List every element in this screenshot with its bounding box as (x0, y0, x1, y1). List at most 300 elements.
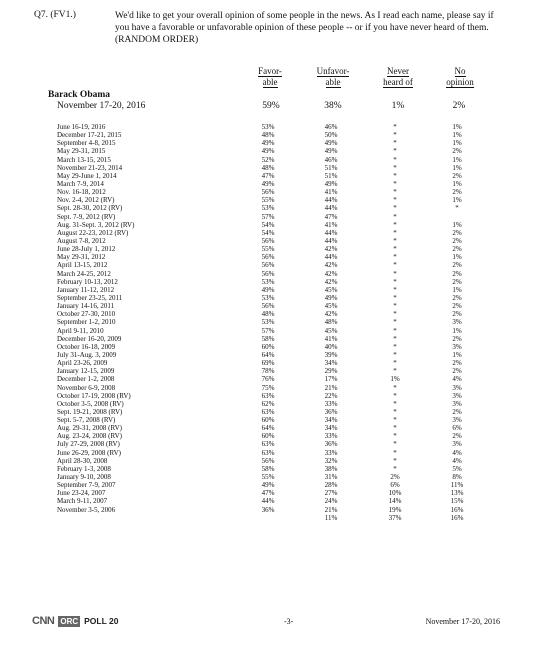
favorable-cell: 58% (261, 334, 275, 343)
row-date: June 23-24, 2007 (57, 489, 106, 498)
no-opinion-cell: 2% (452, 407, 462, 416)
table-row (0, 204, 536, 212)
favorable-cell: 53% (261, 123, 275, 131)
table-row (0, 253, 536, 261)
table-row (0, 367, 536, 375)
never-heard-cell: * (393, 277, 397, 286)
row-date: Aug. 23-24, 2008 (RV) (57, 432, 122, 441)
row-date: Sept. 7-9, 2012 (RV) (57, 212, 116, 221)
unfavorable-cell: 44% (324, 253, 338, 262)
unfavorable-cell: 49% (324, 147, 338, 156)
never-heard-cell: 14% (388, 497, 402, 506)
favorable-cell: 62% (261, 399, 275, 408)
never-heard-cell: 10% (388, 489, 402, 498)
row-date: January 11-12, 2012 (57, 285, 115, 294)
table-row (0, 156, 536, 164)
table-row (0, 221, 536, 229)
table-row (0, 384, 536, 392)
favorable-cell: 52% (261, 155, 275, 164)
no-opinion-cell: 8% (452, 473, 462, 482)
row-date: June 28-July 1, 2012 (57, 245, 116, 254)
favorable-cell: 48% (261, 163, 275, 172)
trend-table (0, 123, 536, 522)
never-heard-cell: * (393, 269, 397, 278)
row-date: December 17-21, 2015 (57, 131, 122, 140)
favorable-cell: 55% (261, 473, 275, 482)
no-opinion-cell: 2% (452, 432, 462, 441)
no-opinion-cell: 2% (452, 171, 462, 180)
row-date: May 29-31, 2015 (57, 147, 106, 156)
unfavorable-cell: 39% (324, 350, 338, 359)
unfavorable-cell: 41% (324, 220, 338, 229)
no-opinion-cell: 2% (452, 236, 462, 245)
person-name: Barack Obama (48, 90, 111, 100)
row-date: February 10-13, 2012 (57, 277, 118, 286)
latest-favorable: 59% (262, 101, 280, 111)
footer-date: November 17-20, 2016 (425, 617, 500, 626)
favorable-cell: 64% (261, 350, 275, 359)
table-row (0, 188, 536, 196)
row-date: January 14-16, 2011 (57, 302, 115, 311)
unfavorable-cell: 44% (324, 236, 338, 245)
no-opinion-cell: 1% (452, 163, 462, 172)
no-opinion-cell: 1% (452, 253, 462, 262)
unfavorable-cell: 49% (324, 179, 338, 188)
row-date: September 23-25, 2011 (57, 293, 123, 302)
table-row (0, 270, 536, 278)
favorable-cell: 53% (261, 293, 275, 302)
no-opinion-cell: 1% (452, 196, 462, 205)
row-date: Aug. 31-Sept. 3, 2012 (RV) (57, 220, 135, 229)
favorable-cell: 60% (261, 342, 275, 351)
row-date: December 16-20, 2009 (57, 334, 122, 343)
no-opinion-cell: 2% (452, 188, 462, 197)
unfavorable-cell: 42% (324, 310, 338, 319)
table-row (0, 506, 536, 514)
table-row (0, 131, 536, 139)
no-opinion-cell: 3% (452, 416, 462, 425)
no-opinion-cell: 16% (450, 513, 464, 522)
table-row (0, 514, 536, 522)
row-date: November 21-23, 2014 (57, 163, 123, 172)
favorable-cell: 69% (261, 359, 275, 368)
never-heard-cell: * (393, 163, 397, 172)
favorable-cell: 56% (261, 253, 275, 262)
never-heard-cell: * (393, 131, 397, 140)
never-heard-cell: * (393, 440, 397, 449)
row-date: Sept. 19-21, 2008 (RV) (57, 407, 123, 416)
unfavorable-cell: 27% (324, 489, 338, 498)
unfavorable-cell: 46% (324, 155, 338, 164)
favorable-cell: 75% (261, 383, 275, 392)
row-date: Sept. 28-30, 2012 (RV) (57, 204, 123, 213)
question-number: Q7. (FV1.) (34, 10, 76, 20)
favorable-cell: 56% (261, 261, 275, 270)
never-heard-cell: * (393, 318, 397, 327)
row-date: March 9-11, 2007 (57, 497, 108, 506)
row-date: August 7-8, 2012 (57, 236, 106, 245)
latest-no-opinion: 2% (452, 101, 466, 111)
row-date: November 3-5, 2006 (57, 505, 116, 514)
unfavorable-cell: 44% (324, 228, 338, 237)
favorable-cell: 63% (261, 407, 275, 416)
never-heard-cell: * (393, 432, 397, 441)
latest-date: November 17-20, 2016 (57, 101, 146, 111)
table-row (0, 123, 536, 131)
never-heard-cell: 6% (390, 481, 400, 490)
row-date: October 27-30, 2010 (57, 310, 116, 319)
never-heard-cell: * (393, 367, 397, 376)
favorable-cell: 76% (261, 375, 275, 384)
cnn-orc-logo: CNN ORC POLL 20 (32, 615, 119, 627)
never-heard-cell: * (393, 448, 397, 457)
never-heard-cell: * (393, 204, 397, 213)
latest-unfavorable: 38% (324, 101, 342, 111)
favorable-cell: 60% (261, 432, 275, 441)
table-row (0, 408, 536, 416)
never-heard-cell: * (393, 359, 397, 368)
favorable-cell: 56% (261, 236, 275, 245)
row-date: March 24-25, 2012 (57, 269, 111, 278)
unfavorable-cell: 29% (324, 367, 338, 376)
col-header-favorable: Favor- able (258, 66, 282, 87)
never-heard-cell: * (393, 285, 397, 294)
unfavorable-cell: 11% (324, 513, 338, 522)
table-row (0, 375, 536, 383)
never-heard-cell: 19% (388, 505, 402, 514)
favorable-cell: 56% (261, 269, 275, 278)
unfavorable-cell: 45% (324, 302, 338, 311)
no-opinion-cell: 3% (452, 342, 462, 351)
unfavorable-cell: 34% (324, 416, 338, 425)
row-date: Nov. 2-4, 2012 (RV) (57, 196, 115, 205)
table-row (0, 465, 536, 473)
no-opinion-cell: 4% (452, 448, 462, 457)
never-heard-cell: * (393, 416, 397, 425)
col-header-unfavorable: Unfavor- able (316, 66, 350, 87)
favorable-cell: 56% (261, 188, 275, 197)
favorable-cell: 60% (261, 416, 275, 425)
unfavorable-cell: 48% (324, 318, 338, 327)
row-date: October 3-5, 2008 (RV) (57, 399, 124, 408)
never-heard-cell: 1% (390, 375, 400, 384)
unfavorable-cell: 44% (324, 204, 338, 213)
row-date: Nov. 16-18, 2012 (57, 188, 106, 197)
favorable-cell: 64% (261, 424, 275, 433)
unfavorable-cell: 36% (324, 407, 338, 416)
unfavorable-cell: 31% (324, 473, 338, 482)
unfavorable-cell: 51% (324, 163, 338, 172)
row-date: March 7-9, 2014 (57, 179, 104, 188)
unfavorable-cell: 49% (324, 139, 338, 148)
table-row (0, 213, 536, 221)
unfavorable-cell: 34% (324, 359, 338, 368)
favorable-cell: 49% (261, 481, 275, 490)
favorable-cell: 54% (261, 228, 275, 237)
unfavorable-cell: 34% (324, 424, 338, 433)
table-row (0, 473, 536, 481)
no-opinion-cell: 2% (452, 359, 462, 368)
no-opinion-cell: 1% (452, 350, 462, 359)
favorable-cell: 48% (261, 310, 275, 319)
no-opinion-cell: 15% (450, 497, 464, 506)
row-date: January 9-10, 2008 (57, 473, 111, 482)
no-opinion-cell: 2% (452, 245, 462, 254)
unfavorable-cell: 36% (324, 440, 338, 449)
table-row (0, 310, 536, 318)
unfavorable-cell: 45% (324, 326, 338, 335)
never-heard-cell: * (393, 261, 397, 270)
table-row (0, 139, 536, 147)
never-heard-cell: * (393, 212, 397, 221)
no-opinion-cell: 1% (452, 155, 462, 164)
never-heard-cell: 2% (390, 473, 400, 482)
no-opinion-cell: 2% (452, 367, 462, 376)
table-row (0, 229, 536, 237)
col-header-no-opinion: No opinion (446, 66, 474, 87)
page-number: -3- (284, 617, 294, 626)
no-opinion-cell: 11% (450, 481, 464, 490)
no-opinion-cell: 6% (452, 424, 462, 433)
poll-label: POLL 20 (84, 616, 119, 626)
table-row (0, 147, 536, 155)
favorable-cell: 44% (261, 497, 275, 506)
table-row (0, 335, 536, 343)
row-date: Aug. 29-31, 2008 (RV) (57, 424, 122, 433)
no-opinion-cell: 3% (452, 318, 462, 327)
no-opinion-cell: 2% (452, 147, 462, 156)
never-heard-cell: * (393, 456, 397, 465)
unfavorable-cell: 38% (324, 464, 338, 473)
unfavorable-cell: 28% (324, 481, 338, 490)
no-opinion-cell: 1% (452, 285, 462, 294)
never-heard-cell: * (393, 228, 397, 237)
table-row (0, 359, 536, 367)
no-opinion-cell: 2% (452, 302, 462, 311)
unfavorable-cell: 50% (324, 131, 338, 140)
unfavorable-cell: 32% (324, 456, 338, 465)
unfavorable-cell: 45% (324, 285, 338, 294)
no-opinion-cell: 2% (452, 293, 462, 302)
never-heard-cell: * (393, 220, 397, 229)
table-row (0, 196, 536, 204)
no-opinion-cell: 3% (452, 399, 462, 408)
row-date: August 22-23, 2012 (RV) (57, 228, 129, 237)
no-opinion-cell: 2% (452, 277, 462, 286)
no-opinion-cell: 1% (452, 179, 462, 188)
table-row (0, 432, 536, 440)
no-opinion-cell: 4% (452, 375, 462, 384)
favorable-cell: 48% (261, 131, 275, 140)
unfavorable-cell: 46% (324, 123, 338, 131)
unfavorable-cell: 42% (324, 269, 338, 278)
unfavorable-cell: 42% (324, 261, 338, 270)
row-date: June 26-29, 2008 (RV) (57, 448, 121, 457)
never-heard-cell: * (393, 236, 397, 245)
table-row (0, 180, 536, 188)
row-date: February 1-3, 2008 (57, 464, 111, 473)
unfavorable-cell: 17% (324, 375, 338, 384)
table-row (0, 278, 536, 286)
no-opinion-cell: 2% (452, 334, 462, 343)
favorable-cell: 56% (261, 302, 275, 311)
row-date: July 27-29, 2008 (RV) (57, 440, 120, 449)
no-opinion-cell: 3% (452, 391, 462, 400)
no-opinion-cell: 2% (452, 228, 462, 237)
never-heard-cell: * (393, 155, 397, 164)
favorable-cell: 49% (261, 147, 275, 156)
table-row (0, 286, 536, 294)
table-row (0, 327, 536, 335)
table-row (0, 424, 536, 432)
unfavorable-cell: 24% (324, 497, 338, 506)
row-date: September 7-9, 2007 (57, 481, 116, 490)
never-heard-cell: * (393, 188, 397, 197)
favorable-cell: 63% (261, 448, 275, 457)
table-row (0, 416, 536, 424)
favorable-cell: 47% (261, 171, 275, 180)
favorable-cell: 58% (261, 464, 275, 473)
table-row (0, 245, 536, 253)
table-row (0, 164, 536, 172)
table-row (0, 449, 536, 457)
table-row (0, 172, 536, 180)
no-opinion-cell: 1% (452, 220, 462, 229)
table-row (0, 237, 536, 245)
favorable-cell: 78% (261, 367, 275, 376)
row-date: June 16-19, 2016 (57, 123, 106, 131)
no-opinion-cell: 1% (452, 139, 462, 148)
favorable-cell: 55% (261, 245, 275, 254)
row-date: May 29-June 1, 2014 (57, 171, 117, 180)
never-heard-cell: * (393, 179, 397, 188)
never-heard-cell: * (393, 139, 397, 148)
no-opinion-cell: 3% (452, 440, 462, 449)
favorable-cell: 49% (261, 285, 275, 294)
row-date: July 31-Aug. 3, 2009 (57, 350, 117, 359)
unfavorable-cell: 33% (324, 399, 338, 408)
row-date: April 23-26, 2009 (57, 359, 108, 368)
table-row (0, 457, 536, 465)
favorable-cell: 53% (261, 318, 275, 327)
latest-never-heard: 1% (391, 101, 405, 111)
table-row (0, 302, 536, 310)
favorable-cell: 63% (261, 391, 275, 400)
no-opinion-cell: 1% (452, 123, 462, 131)
table-row (0, 294, 536, 302)
table-row (0, 440, 536, 448)
never-heard-cell: * (393, 342, 397, 351)
row-date: October 17-19, 2008 (RV) (57, 391, 131, 400)
row-date: April 13-15, 2012 (57, 261, 108, 270)
row-date: December 1-2, 2008 (57, 375, 115, 384)
row-date: March 13-15, 2015 (57, 155, 111, 164)
favorable-cell: 57% (261, 212, 275, 221)
never-heard-cell: * (393, 123, 397, 131)
never-heard-cell: * (393, 310, 397, 319)
row-date: September 1-2, 2010 (57, 318, 116, 327)
never-heard-cell: * (393, 350, 397, 359)
no-opinion-cell: * (455, 204, 459, 213)
no-opinion-cell: 2% (452, 261, 462, 270)
row-date: November 6-9, 2008 (57, 383, 116, 392)
table-row (0, 261, 536, 269)
never-heard-cell: 37% (388, 513, 402, 522)
no-opinion-cell: 5% (452, 464, 462, 473)
unfavorable-cell: 42% (324, 245, 338, 254)
no-opinion-cell: 2% (452, 310, 462, 319)
unfavorable-cell: 41% (324, 334, 338, 343)
favorable-cell: 54% (261, 220, 275, 229)
unfavorable-cell: 51% (324, 171, 338, 180)
never-heard-cell: * (393, 245, 397, 254)
table-row (0, 489, 536, 497)
no-opinion-cell: 16% (450, 505, 464, 514)
no-opinion-cell: 13% (450, 489, 464, 498)
never-heard-cell: * (393, 399, 397, 408)
row-date: April 28-30, 2008 (57, 456, 108, 465)
favorable-cell: 53% (261, 204, 275, 213)
never-heard-cell: * (393, 407, 397, 416)
unfavorable-cell: 21% (324, 383, 338, 392)
col-header-never-heard: Never heard of (383, 66, 413, 87)
unfavorable-cell: 47% (324, 212, 338, 221)
unfavorable-cell: 22% (324, 391, 338, 400)
unfavorable-cell: 41% (324, 188, 338, 197)
favorable-cell: 49% (261, 139, 275, 148)
row-date: April 9-11, 2010 (57, 326, 104, 335)
row-date: Sept. 5-7, 2008 (RV) (57, 416, 116, 425)
unfavorable-cell: 33% (324, 448, 338, 457)
row-date: September 4-8, 2015 (57, 139, 116, 148)
never-heard-cell: * (393, 383, 397, 392)
favorable-cell: 63% (261, 440, 275, 449)
table-row (0, 392, 536, 400)
never-heard-cell: * (393, 293, 397, 302)
question-text: We'd like to get your overall opinion of some people in the news. As I read each name, please say if you have a favorable or unfavorable opinion of these people -- or if you have never heard of them. (RANDOM ORDER) (115, 11, 494, 45)
table-row (0, 481, 536, 489)
row-date: January 12-15, 2009 (57, 367, 115, 376)
table-row (0, 318, 536, 326)
never-heard-cell: * (393, 302, 397, 311)
no-opinion-cell: 3% (452, 383, 462, 392)
favorable-cell: 57% (261, 326, 275, 335)
unfavorable-cell: 33% (324, 432, 338, 441)
favorable-cell: 47% (261, 489, 275, 498)
favorable-cell: 56% (261, 456, 275, 465)
table-row (0, 497, 536, 505)
no-opinion-cell: 4% (452, 456, 462, 465)
favorable-cell: 49% (261, 179, 275, 188)
never-heard-cell: * (393, 391, 397, 400)
never-heard-cell: * (393, 464, 397, 473)
never-heard-cell: * (393, 424, 397, 433)
never-heard-cell: * (393, 326, 397, 335)
table-row (0, 400, 536, 408)
row-date: May 29-31, 2012 (57, 253, 106, 262)
never-heard-cell: * (393, 196, 397, 205)
no-opinion-cell: 1% (452, 326, 462, 335)
no-opinion-cell: 2% (452, 269, 462, 278)
row-date: October 16-18, 2009 (57, 342, 116, 351)
table-row (0, 343, 536, 351)
unfavorable-cell: 40% (324, 342, 338, 351)
unfavorable-cell: 42% (324, 277, 338, 286)
never-heard-cell: * (393, 171, 397, 180)
unfavorable-cell: 44% (324, 196, 338, 205)
favorable-cell: 55% (261, 196, 275, 205)
favorable-cell: 53% (261, 277, 275, 286)
